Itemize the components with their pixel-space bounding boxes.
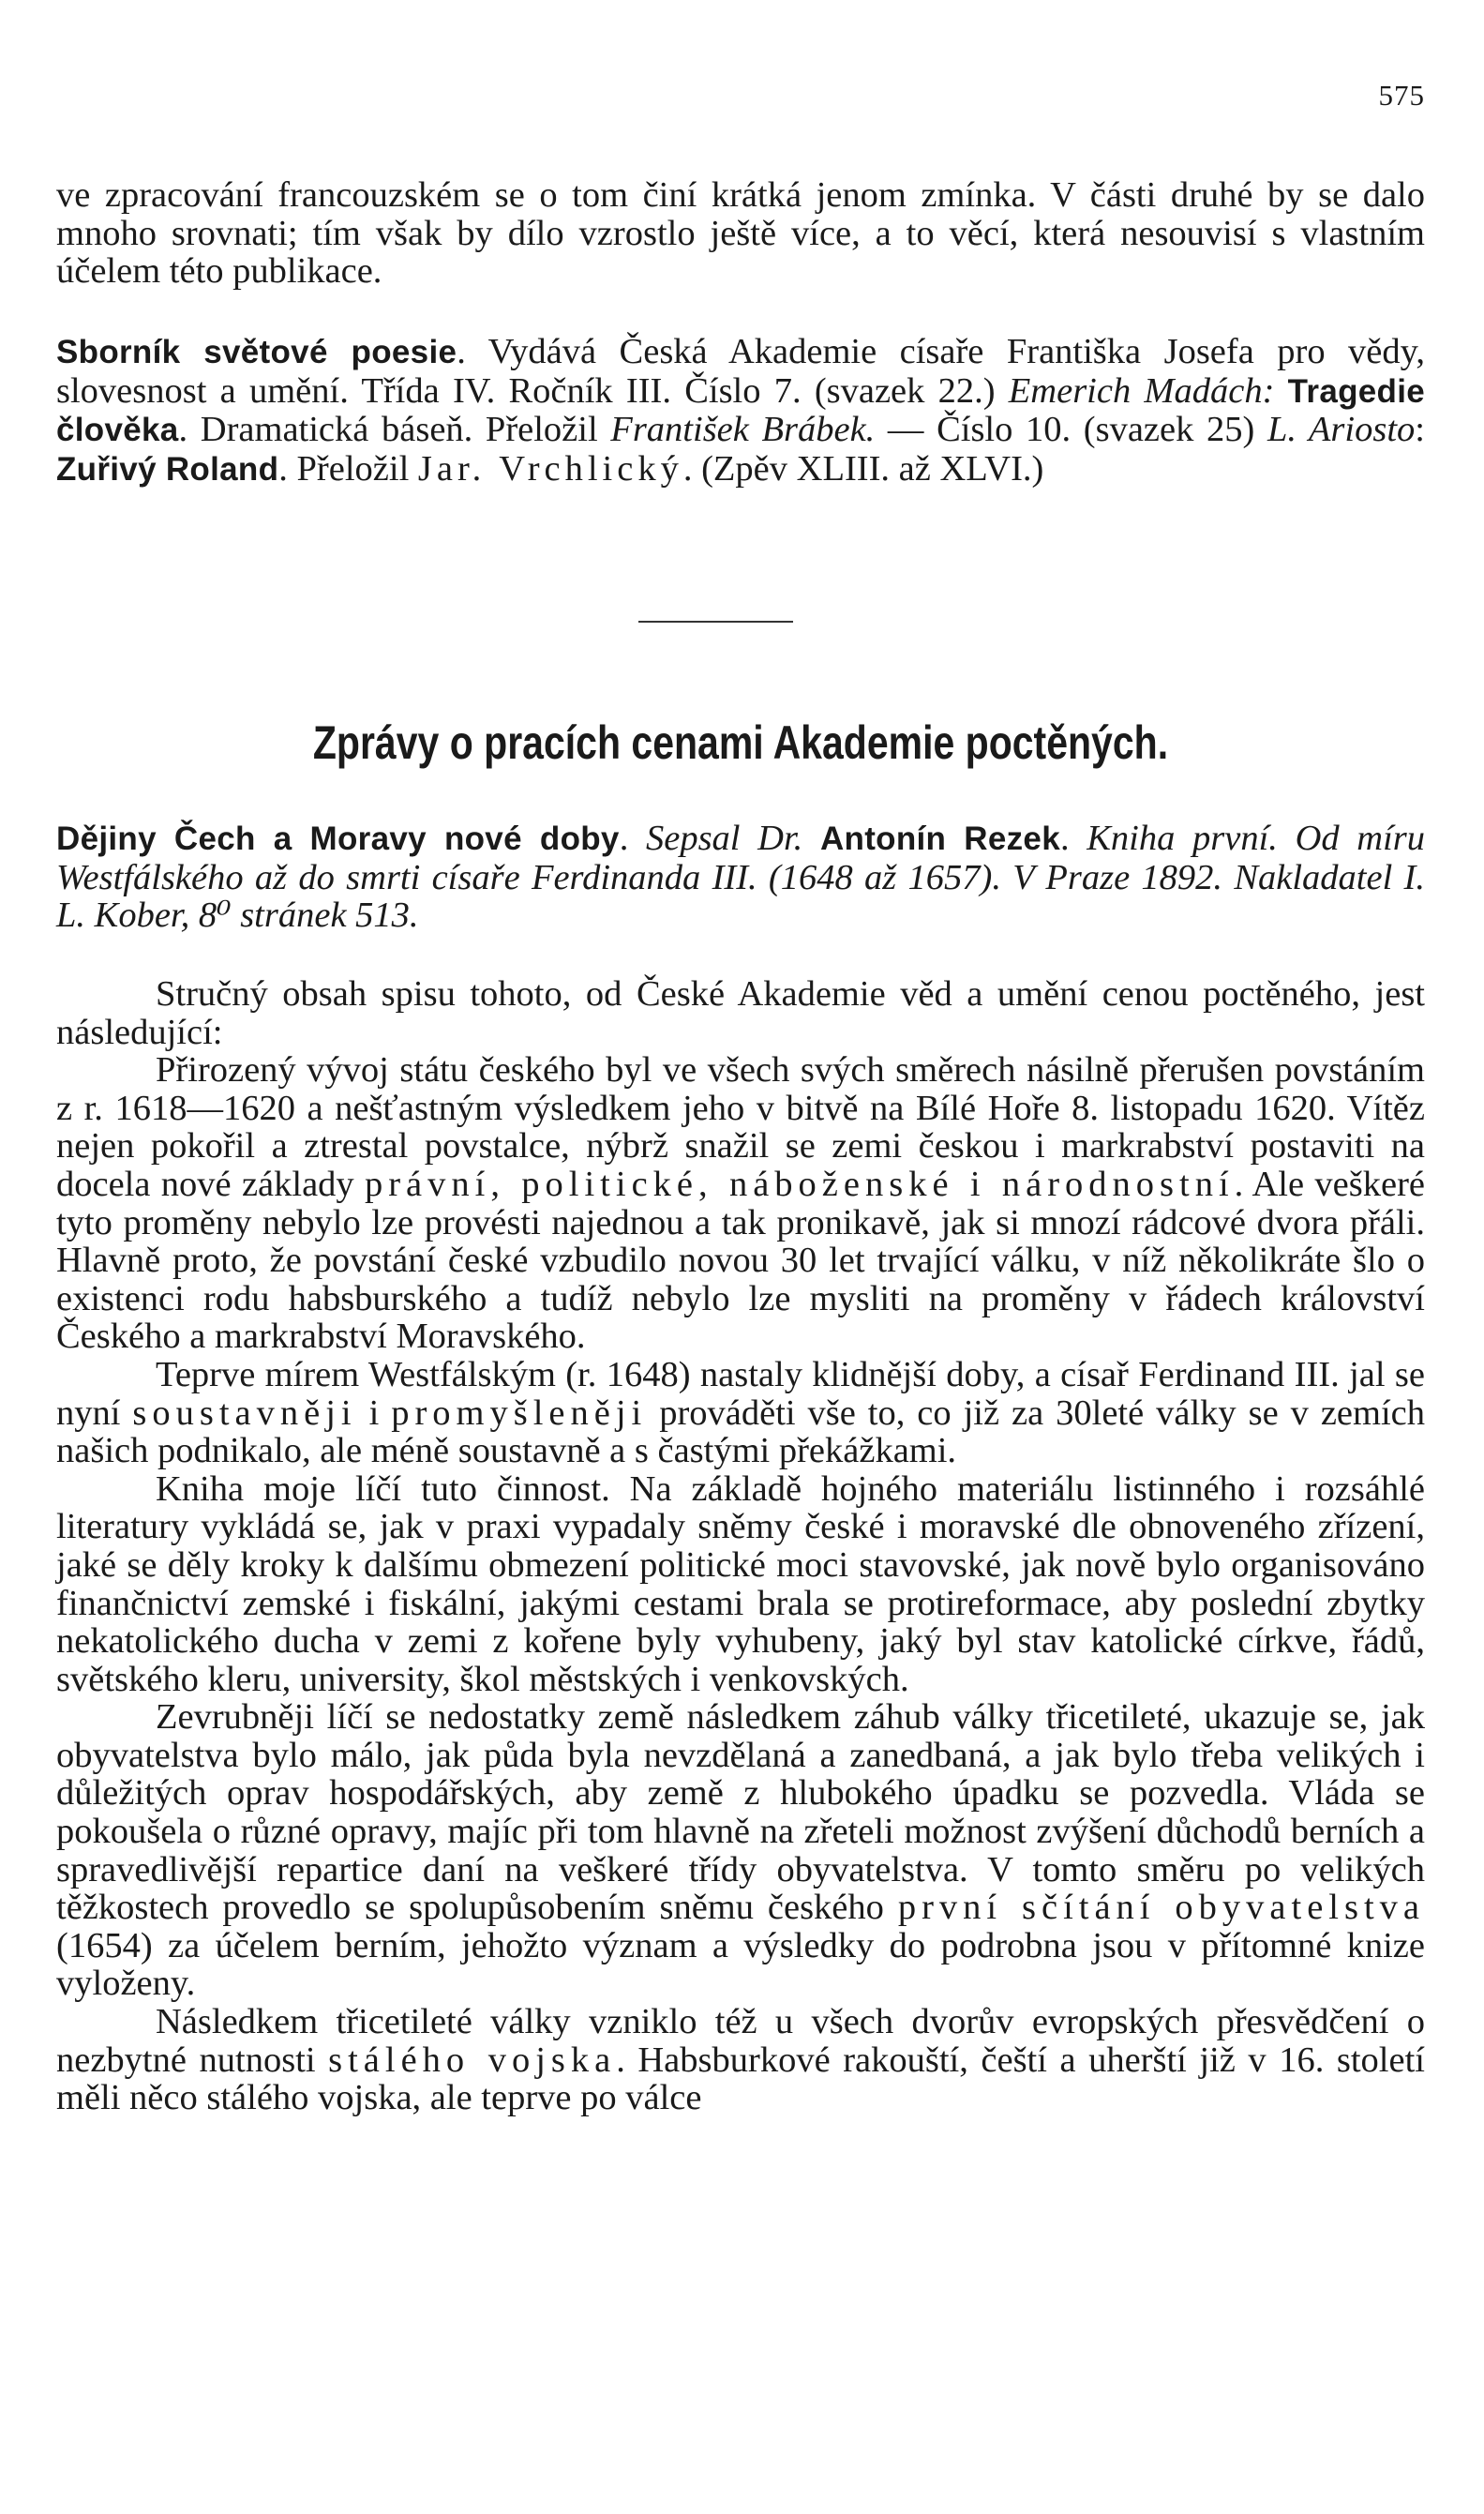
page-number: 575 [1378, 79, 1425, 112]
sbornik-title-2: Zuřivý Roland [56, 450, 279, 488]
paragraph-4: Kniha moje líčí tuto činnost. Na základě hojného materiálu listinného i rozsáhlé literatury vykládá se, jak v praxi vypadaly sněmy české i moravské dle obnoveného zřízení, jaké se děly kroky k dalšímu obmezení politické moci stavovské, jak nově bylo organisováno finančnictví zemské i fiskální, jakými cestami brala se protireformace, aby poslední zbytky nekatolického ducha v zemi z kořene byly vyhubeny, jaký byl stav katolické církve, řádů, světského kleru, university, škol městských i venkovských. [56, 1468, 1425, 1699]
sbornik-entry [56, 333, 1425, 489]
paragraph-3-spaced-1: soustavněji [132, 1392, 357, 1433]
paragraph-2-spaced: právní, politické, náboženské i národnostní [364, 1164, 1235, 1204]
sbornik-heading: Sborník světové poesie [56, 334, 457, 370]
sbornik-text-5: . (Zpěv XLIII. až XLVI.) [682, 448, 1044, 489]
book-sepsal: Sepsal Dr. [645, 819, 803, 858]
section-divider [638, 621, 793, 623]
section-title: Zprávy o pracích cenami Akademie poctěných. [312, 716, 1169, 769]
sbornik-author-2: L. Ariosto [1267, 410, 1416, 450]
paragraph-3-c: prováděti vše to, co již za 30leté války se v zemích našich podnikalo, ale méně soustavně a s častými překážkami. [56, 1392, 1425, 1471]
paragraph-2-a: Přirozený vývoj státu českého byl ve všech svých směrech násilně přerušen povstáním z r. 1618—1620 a nešťastným výsledkem jeho v bitvě na Bílé Hoře 8. listopadu 1620. Vítěz nejen pokořil a ztrestal povstalce, nýbrž snažil se zemi českou i markrabství postaviti na docela nové základy [56, 1050, 1425, 1204]
paragraph-5-b: (1654) za účelem berním, jehožto význam a výsledky do podrobna jsou v přítomné knize vyloženy. [56, 1925, 1425, 2004]
paragraph-2 [56, 1051, 1425, 1356]
paragraph-3-a: Teprve mírem Westfálským (r. 1648) nastaly klidnější doby, a císař Ferdinand III. jal se nyní [56, 1354, 1425, 1433]
book-author: Antonín Rezek [819, 820, 1060, 857]
paragraph-6-a: Následkem třicetileté války vzniklo též u všech dvorův evropských přesvědčení o nezbytné nutnosti [56, 2002, 1425, 2080]
paragraph-3-b: i [356, 1392, 392, 1433]
paragraph-1: Stručný obsah spisu tohoto, od České Akademie věd a umění cenou poctěného, jest následující: [56, 974, 1425, 1052]
sbornik-colon: : [1415, 410, 1425, 450]
sbornik-author-1: Emerich Madách: [1008, 370, 1275, 411]
intro-paragraph: ve zpracování francouzském se o tom činí krátká jenom zmínka. V části druhé by se dalo mnoho srovnati; tím však by dílo vzrostlo ještě více, a to věcí, která nesouvisí s vlastním účelem této publikace. [56, 175, 1425, 292]
book-details: Kniha první. Od míru Westfálského až do smrti císaře Ferdinanda III. (1648 až 1657). V Praze 1892. Nakladatel I. L. Kober, 8⁰ stránek 513. [56, 819, 1426, 936]
document-page [56, 0, 1425, 2514]
paragraph-6-b: . Habsburkové rakouští, čeští a uherští již v 16. století měli něco stálého vojska, ale teprve po válce [56, 2040, 1425, 2118]
paragraph-3-spaced-2: promyšleněji [391, 1392, 648, 1433]
paragraph-6-spaced: stálého vojska [328, 2040, 617, 2080]
book-sep-1: . [619, 819, 646, 858]
sbornik-text-4: . Přeložil [278, 448, 418, 489]
book-title: Dějiny Čech a Moravy nové doby [56, 820, 620, 857]
paragraph-2-b: . Ale veškeré tyto proměny nebylo lze provésti najednou a tak pronikavě, jak si mnozí rádcové dvora přáli. Hlavně proto, že povstání české vzbudilo novou 30 let trvající válku, v níž několikráte šlo o existenci rodu habsburského a tudíž nebylo lze mysliti na proměny v řádech království Českého a markrabství Moravského. [56, 1164, 1425, 1357]
sbornik-text-3: — Číslo 10. (svazek 25) [875, 410, 1267, 450]
paragraph-5 [56, 1698, 1425, 2003]
sbornik-title-1: Tragedie člověka [56, 372, 1426, 449]
paragraph-6 [56, 2003, 1425, 2117]
book-entry [56, 820, 1425, 935]
sbornik-text-2: . Dramatická báseň. Přeložil [178, 410, 611, 450]
sbornik-translator-2: Jar. Vrchlický [417, 448, 683, 489]
sbornik-translator-1: František Brábek. [610, 410, 876, 450]
paragraph-5-a: Zevrubněji líčí se nedostatky země následkem záhub války třicetileté, ukazuje se, jak obyvatelstva bylo málo, jak půda byla nevzdělaná a zanedbaná, a jak bylo třeba velikých i důležitých oprav hospodářských, aby země z hlubokého úpadku se pozvedla. Vláda se pokoušela o různé opravy, majíc při tom hlavně na zřeteli možnost zvýšení důchodů berních a spravedlivější repartice daní na veškeré třídy obyvatelstva. V tomto směru po velikých těžkostech provedlo se spolupůsobením sněmu českého [56, 1697, 1425, 1928]
paragraph-3 [56, 1356, 1425, 1470]
sbornik-text-1: . Vydává Česká Akademie císaře Františka Josefa pro vědy, slovesnost a umění. Třída IV. Ročník III. Číslo 7. (svazek 22.) [56, 332, 1425, 411]
book-sep-2: . [1059, 819, 1087, 858]
paragraph-5-spaced: první sčítání obyvatelstva [897, 1888, 1425, 1928]
body-text [56, 975, 1425, 2117]
